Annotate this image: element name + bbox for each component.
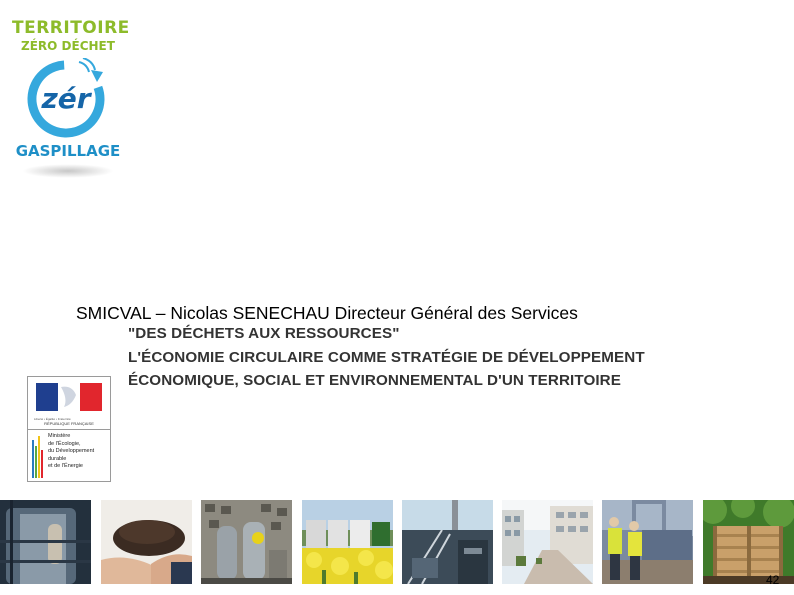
ministry-line: et de l'Énergie	[48, 463, 83, 469]
ministry-line: de l'Écologie,	[48, 440, 81, 447]
biodigester-tank-icon	[0, 500, 91, 584]
page-number: 42	[766, 573, 780, 587]
emblem-motto: Liberté • Égalité • Fraternité	[34, 417, 71, 421]
waste-containers-icon	[201, 500, 292, 584]
emblem-republic: RÉPUBLIQUE FRANÇAISE	[44, 421, 94, 426]
logo-line-1: TERRITOIRE	[12, 18, 130, 38]
logo-line-3: GASPILLAGE	[15, 142, 121, 160]
ministry-emblem	[27, 376, 111, 482]
emblem-ministry-text	[48, 433, 108, 471]
emblem-divider	[28, 429, 110, 430]
logo-line-2: ZÉRO DÉCHET	[21, 39, 115, 53]
speaker-line: SMICVAL – Nicolas SENECHAU Directeur Général des Services	[76, 303, 578, 323]
ministry-line: du Développement	[48, 448, 95, 454]
ministry-line: durable	[48, 455, 67, 462]
ministry-bars-icon	[32, 434, 44, 478]
sorted-waste-bins-icon	[302, 500, 393, 584]
logo-shadow	[22, 164, 114, 178]
title-line-2: L'ÉCONOMIE CIRCULAIRE COMME STRATÉGIE DE DÉVELOPPEMENT	[128, 349, 645, 366]
zero-ring-icon	[25, 58, 107, 140]
workers-recycling-icon	[602, 500, 693, 584]
ministry-line: Ministère	[48, 433, 71, 439]
compost-in-hands-icon	[101, 500, 192, 584]
title-line-3: ÉCONOMIQUE, SOCIAL ET ENVIRONNEMENTAL D'UN TERRITOIRE	[128, 372, 621, 389]
city-street-icon	[502, 500, 593, 584]
wooden-composter-icon	[703, 500, 794, 584]
logo-center-word: zér	[41, 82, 91, 115]
territoire-zero-dechet-logo	[12, 14, 130, 182]
title-line-1: "DES DÉCHETS AUX RESSOURCES"	[128, 325, 400, 342]
incinerator-plant-icon	[402, 500, 493, 584]
